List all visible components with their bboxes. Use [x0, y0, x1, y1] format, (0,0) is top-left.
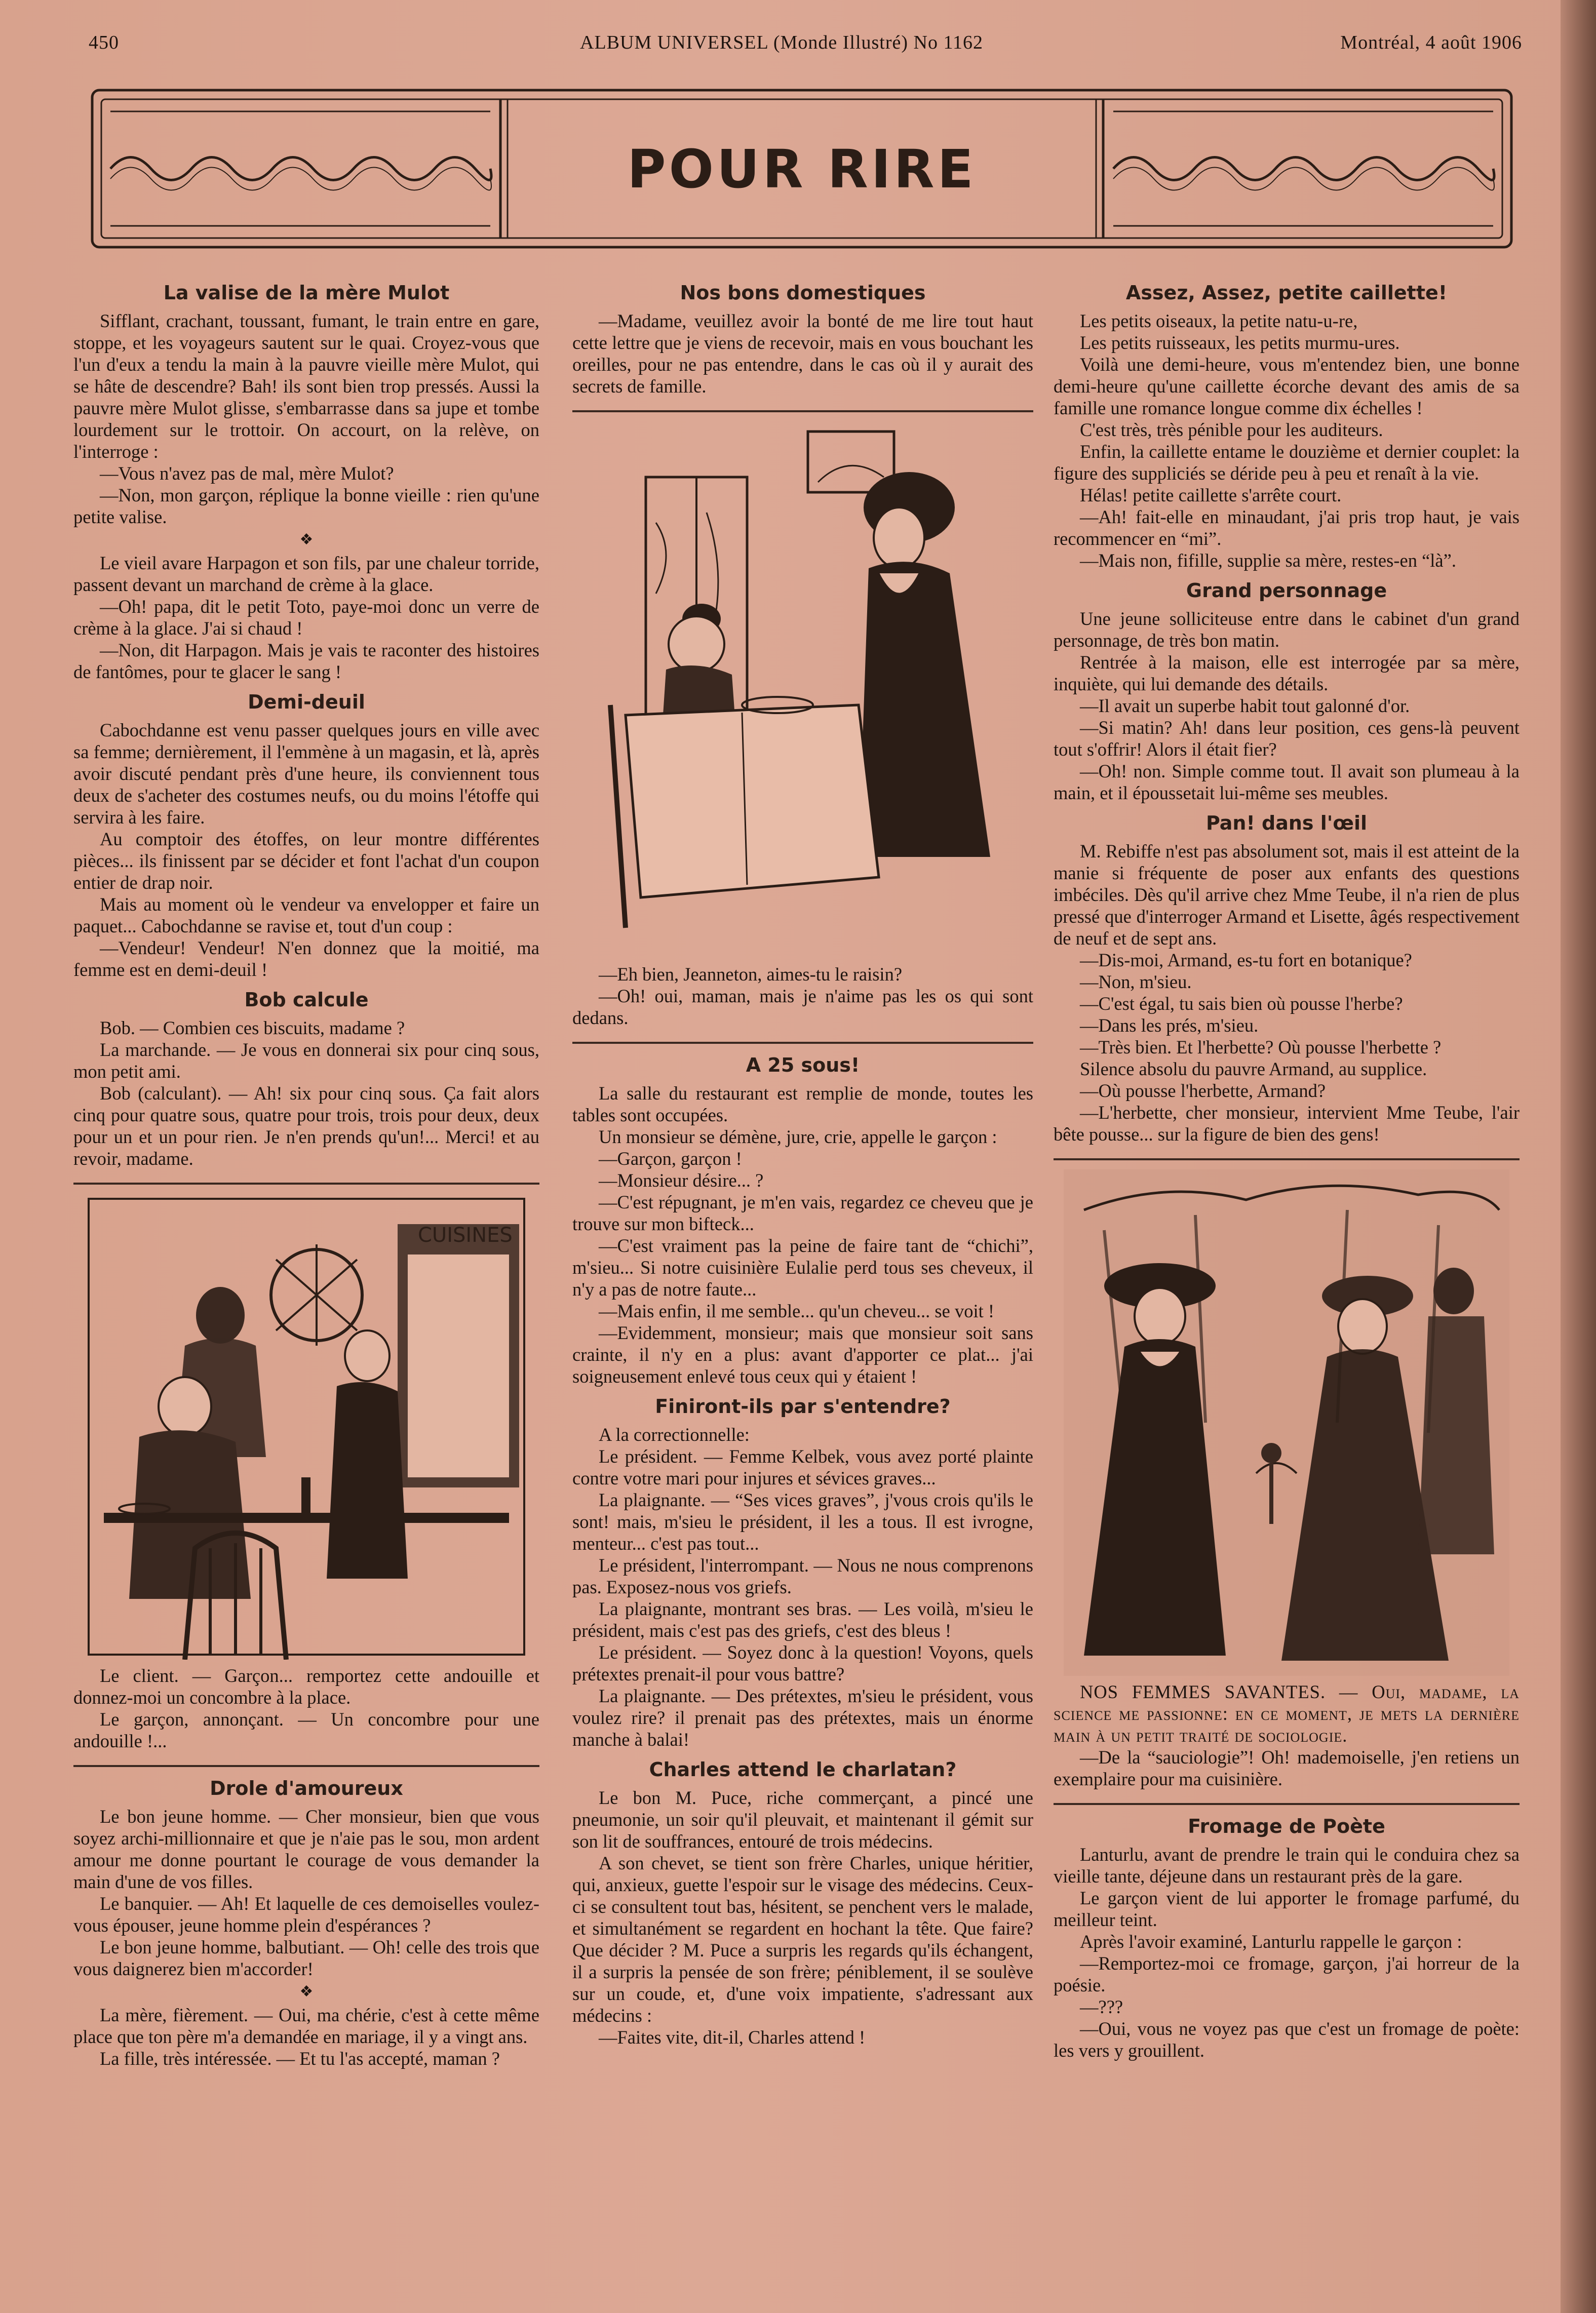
article-title: Demi-deuil [248, 691, 365, 713]
caption [1054, 1681, 1520, 1746]
section-divider [1054, 1803, 1520, 1805]
paragraph: A la correctionnelle: [599, 1424, 750, 1445]
paragraph: La plaignante. — Des prétextes, m'sieu le président, vous voulez rire? il prenait pas des prétextes, mais un énorme manche à balai! [572, 1685, 1033, 1750]
paragraph: —C'est égal, tu sais bien où pousse l'herbe? [1080, 993, 1403, 1014]
paragraph: —Faites vite, dit-il, Charles attend ! [599, 2027, 866, 2048]
paragraph: —Où pousse l'herbette, Armand? [1080, 1080, 1326, 1101]
street-scene-engraving [1064, 1169, 1509, 1676]
paragraph: —Evidemment, monsieur; mais que monsieur soit sans crainte, il n'y en a plus: avant d'apporter ce plat... j'ai soigneusement enlevé tous ceux qui y étaient ! [572, 1322, 1033, 1387]
article-title: Finiront-ils par s'entendre? [655, 1395, 951, 1418]
paragraph: —Non, mon garçon, réplique la bonne vieille : rien qu'une petite valise. [73, 485, 539, 527]
paragraph: —Dans les prés, m'sieu. [1080, 1015, 1259, 1036]
paragraph: —Mais non, fifille, supplie sa mère, restes-en “là”. [1080, 550, 1456, 571]
paragraph: Après l'avoir examiné, Lanturlu rappelle le garçon : [1080, 1931, 1462, 1952]
paragraph: La plaignante, montrant ses bras. — Les voilà, m'sieu le président, mais c'est pas des griefs, c'est des bleus ! [572, 1598, 1033, 1641]
ornament: ❖ [299, 531, 314, 548]
paragraph: —Il avait un superbe habit tout galonné d'or. [1080, 695, 1410, 716]
paragraph: Un monsieur se démène, jure, crie, appelle le garçon : [599, 1126, 997, 1147]
paragraph: Enfin, la caillette entame le douzième et dernier couplet: la figure des suppliciés se déride peu à peu et renaît à la vie. [1054, 441, 1520, 484]
caption: Le client. — Garçon... remportez cette andouille et donnez-moi un concombre à la place. [73, 1665, 539, 1708]
paragraph: Sifflant, crachant, toussant, fumant, le train entre en gare, stoppe, et les voyageurs sautent sur le quai. Croyez-vous que l'un d'eux a tendu la main à la pauvre vieille mère Mulot, qui se hâte de descendre? Bah! ils sont bien trop pressés. Aussi la pauvre mère Mulot glisse, s'embarrasse dans sa jupe et tombe lourdement sur le trottoir. On accourt, on la relève, on l'interroge : [73, 310, 539, 462]
page-spine-shadow [1561, 0, 1596, 2313]
section-divider [1054, 1158, 1520, 1160]
section-divider [572, 1042, 1033, 1044]
paragraph: La salle du restaurant est remplie de monde, toutes les tables sont occupées. [572, 1083, 1033, 1125]
paragraph: —Oh! non. Simple comme tout. Il avait son plumeau à la main, et il époussetait lui-même ses meubles. [1054, 761, 1520, 803]
article-title: Drole d'amoureux [210, 1777, 403, 1799]
section-divider [73, 1765, 539, 1767]
paragraph: —Monsieur désire... ? [599, 1170, 764, 1191]
paragraph: Au comptoir des étoffes, on leur montre différentes pièces... ils finissent par se décider et font l'achat d'un coupon entier de drap noir. [73, 829, 539, 893]
column-1 [73, 273, 539, 2069]
paragraph: —Oui, vous ne voyez pas que c'est un fromage de poète: les vers y grouillent. [1054, 2018, 1520, 2061]
paragraph: —Madame, veuillez avoir la bonté de me lire tout haut cette lettre que je viens de recevoir, mais en vous bouchant les oreilles, pour ne pas entendre, dans le cas où il y aurait des secrets de famille. [572, 310, 1033, 397]
paragraph: Les petits oiseaux, la petite natu-u-re, [1080, 310, 1358, 331]
column-2 [572, 273, 1033, 2048]
article-title: Bob calcule [244, 989, 369, 1011]
article-title: Charles attend le charlatan? [649, 1758, 957, 1781]
paragraph: A son chevet, se tient son frère Charles, unique héritier, qui, anxieux, guette l'espoir sur le visage des médecins. Ceux-ci se consultent tout bas, hésitent, se penchent vers le malade, et simultanément se regardent en hochant la tête. Que faire? Que décider ? M. Puce a surpris les regards qu'ils échangent, il a surpris la pensée de son frère; péniblement, il se soulève sur un coude, et, d'une voix impatiente, s'adressant aux médecins : [572, 1853, 1033, 2026]
femmes-savantes-illustration [1064, 1169, 1509, 1676]
cuisines-sign: CUISINES [418, 1224, 513, 1247]
paragraph: —Dis-moi, Armand, es-tu fort en botanique? [1080, 950, 1412, 970]
publication-title: ALBUM UNIVERSEL (Monde Illustré) No 1162 [580, 32, 984, 53]
paragraph: Cabochdanne est venu passer quelques jours en ville avec sa femme; dernièrement, il l'emmène à un magasin, et là, après avoir discuté pendant près d'une heure, ils conviennent tous deux de s'acheter des costumes neufs, ou du moins l'étoffe qui servira à les faire. [73, 720, 539, 828]
ornament: ❖ [299, 1983, 314, 2000]
article-title: Nos bons domestiques [680, 282, 926, 304]
section-divider [73, 1183, 539, 1185]
page-number: 450 [89, 32, 119, 53]
paragraph: Le garçon vient de lui apporter le fromage parfumé, du meilleur teint. [1054, 1888, 1520, 1930]
paragraph: —??? [1080, 1996, 1123, 2017]
paragraph: —Mais enfin, il me semble... qu'un cheveu... se voit ! [599, 1301, 995, 1321]
article-title: A 25 sous! [746, 1054, 860, 1076]
paragraph: Le bon jeune homme, balbutiant. — Oh! celle des trois que vous daignerez bien m'accorder! [73, 1937, 539, 1979]
paragraph: Une jeune solliciteuse entre dans le cabinet d'un grand personnage, de très bon matin. [1054, 608, 1520, 651]
issue-date: Montréal, 4 août 1906 [1340, 32, 1522, 53]
paragraph: —Très bien. Et l'herbette? Où pousse l'herbette ? [1080, 1037, 1442, 1057]
paragraph: Le bon M. Puce, riche commerçant, a pincé une pneumonie, un soir qu'il pleuvait, et maintenant il gémit sur son lit de souffrances, entouré de trois médecins. [572, 1787, 1033, 1852]
paragraph: Le président, l'interrompant. — Nous ne nous comprenons pas. Exposez-nous vos griefs. [572, 1555, 1033, 1597]
banner-title: POUR RIRE [627, 138, 977, 200]
paragraph: Voilà une demi-heure, vous m'entendez bien, une bonne demi-heure qu'une caillette écorche devant des amis de sa famille une romance longue comme dix échelles ! [1054, 354, 1520, 418]
paragraph: —C'est répugnant, je m'en vais, regardez ce cheveu que je trouve sur mon bifteck... [572, 1192, 1033, 1234]
article-title: Pan! dans l'œil [1205, 812, 1368, 834]
paragraph: Le bon jeune homme. — Cher monsieur, bien que vous soyez archi-millionnaire et que je n'aie pas le sou, mon ardent amour me donne pourtant le courage de vous demander la main d'une de vos filles. [73, 1806, 539, 1892]
paragraph: Bob. — Combien ces biscuits, madame ? [100, 1017, 405, 1038]
caption: Le garçon, annonçant. — Un concombre pour une andouille !... [73, 1709, 539, 1751]
paragraph: Les petits ruisseaux, les petits murmu-ures. [1080, 332, 1400, 353]
paragraph: La mère, fièrement. — Oui, ma chérie, c'est à cette même place que ton père m'a demandée en mariage, il y a vingt ans. [73, 2005, 539, 2047]
paragraph: La marchande. — Je vous en donnerai six pour cinq sous, mon petit ami. [73, 1039, 539, 1082]
section-divider [572, 410, 1033, 412]
running-header [89, 31, 1522, 62]
paragraph: Rentrée à la maison, elle est interrogée par sa mère, inquiète, qui lui demande des détails. [1054, 652, 1520, 694]
column-3 [1054, 273, 1520, 2061]
paragraph: Hélas! petite caillette s'arrête court. [1080, 485, 1342, 505]
paragraph: —Remportez-moi ce fromage, garçon, j'ai horreur de la poésie. [1054, 1953, 1520, 1995]
paragraph: La plaignante. — “Ses vices graves”, j'vous crois qu'ils le sont! mais, m'sieu le président, il les a tous. Il est ivrogne, menteur... c'est pas tout... [572, 1489, 1033, 1554]
paragraph: —Garçon, garçon ! [599, 1148, 742, 1169]
paragraph: Lanturlu, avant de prendre le train qui le conduira chez sa vieille tante, déjeune dans un restaurant près de la gare. [1054, 1844, 1520, 1887]
paragraph: —Non, dit Harpagon. Mais je vais te raconter des histoires de fantômes, pour te glacer le sang ! [73, 640, 539, 682]
section-banner [90, 85, 1513, 252]
caption: —De la “sauciologie”! Oh! mademoiselle, j'en retiens un exemplaire pour ma cuisinière. [1054, 1747, 1520, 1789]
paragraph: —L'herbette, cher monsieur, intervient Mme Teube, l'air bête pousse... sur la figure de bien des gens! [1054, 1102, 1520, 1145]
paragraph: M. Rebiffe n'est pas absolument sot, mais il est atteint de la manie si fréquente de poser aux enfants des questions imbéciles. Dès qu'il arrive chez Mme Teube, il n'a rien de plus pressé que d'interroger Armand et Lisette, âgés respectivement de neuf et de sept ans. [1054, 841, 1520, 949]
caption: —Oh! oui, maman, mais je n'aime pas les os qui sont dedans. [572, 986, 1033, 1028]
restaurant-illustration [84, 1194, 529, 1660]
paragraph: —Ah! fait-elle en minaudant, j'ai pris trop haut, je vais recommencer en “mi”. [1054, 506, 1520, 549]
paragraph: —Non, m'sieu. [1080, 971, 1192, 992]
paragraph: Mais au moment où le vendeur va envelopper et faire un paquet... Cabochdanne se ravise et, tout d'un coup : [73, 894, 539, 936]
restaurant-engraving [84, 1194, 529, 1660]
paragraph: —Oh! papa, dit le petit Toto, paye-moi donc un verre de crème à la glace. J'ai si chaud ! [73, 596, 539, 639]
caption: —Eh bien, Jeanneton, aimes-tu le raisin? [599, 964, 903, 985]
paragraph: Bob (calculant). — Ah! six pour cinq sous. Ça fait alors cinq pour quatre sous, quatre pour trois, trois pour deux, deux pour un et un pour rien. Je n'en prends qu'un!... Merci! et au revoir, madame. [73, 1083, 539, 1169]
mother-daughter-engraving [595, 421, 1010, 958]
paragraph: —Vous n'avez pas de mal, mère Mulot? [100, 463, 394, 484]
paragraph: Le président. — Femme Kelbek, vous avez porté plainte contre votre mari pour injures et sévices graves... [572, 1446, 1033, 1488]
article-title: Assez, Assez, petite caillette! [1125, 282, 1448, 304]
mother-daughter-illustration [595, 421, 1010, 958]
article-title: Grand personnage [1186, 579, 1387, 602]
paragraph: La fille, très intéressée. — Et tu l'as accepté, maman ? [100, 2048, 500, 2069]
article-title: Fromage de Poète [1188, 1815, 1385, 1837]
paragraph: C'est très, très pénible pour les auditeurs. [1080, 419, 1383, 440]
paragraph: Le banquier. — Ah! Et laquelle de ces demoiselles voulez-vous épouser, jeune homme plein d'espérances ? [73, 1893, 539, 1936]
paragraph: Le vieil avare Harpagon et son fils, par une chaleur torride, passent devant un marchand de crème à la glace. [73, 553, 539, 595]
paragraph: —Si matin? Ah! dans leur position, ces gens-là peuvent tout s'offrir! Alors il était fier? [1054, 717, 1520, 760]
paragraph: —Vendeur! Vendeur! N'en donnez que la moitié, ma femme est en demi-deuil ! [73, 937, 539, 980]
paragraph: Le président. — Soyez donc à la question! Voyons, quels prétextes prenait-il pour vous battre? [572, 1642, 1033, 1684]
article-title: La valise de la mère Mulot [163, 282, 450, 304]
paragraph: Silence absolu du pauvre Armand, au supplice. [1080, 1059, 1427, 1079]
paragraph: —C'est vraiment pas la peine de faire tant de “chichi”, m'sieu... Si notre cuisinière Eulalie perd tous ses cheveux, il n'y a pas de notre faute... [572, 1235, 1033, 1300]
caption-lead: NOS FEMMES SAVANTES. — Oui, madame, la science me passionne: en ce moment, je mets la dernière main à un petit traité de sociologie. [1054, 1681, 1520, 1746]
